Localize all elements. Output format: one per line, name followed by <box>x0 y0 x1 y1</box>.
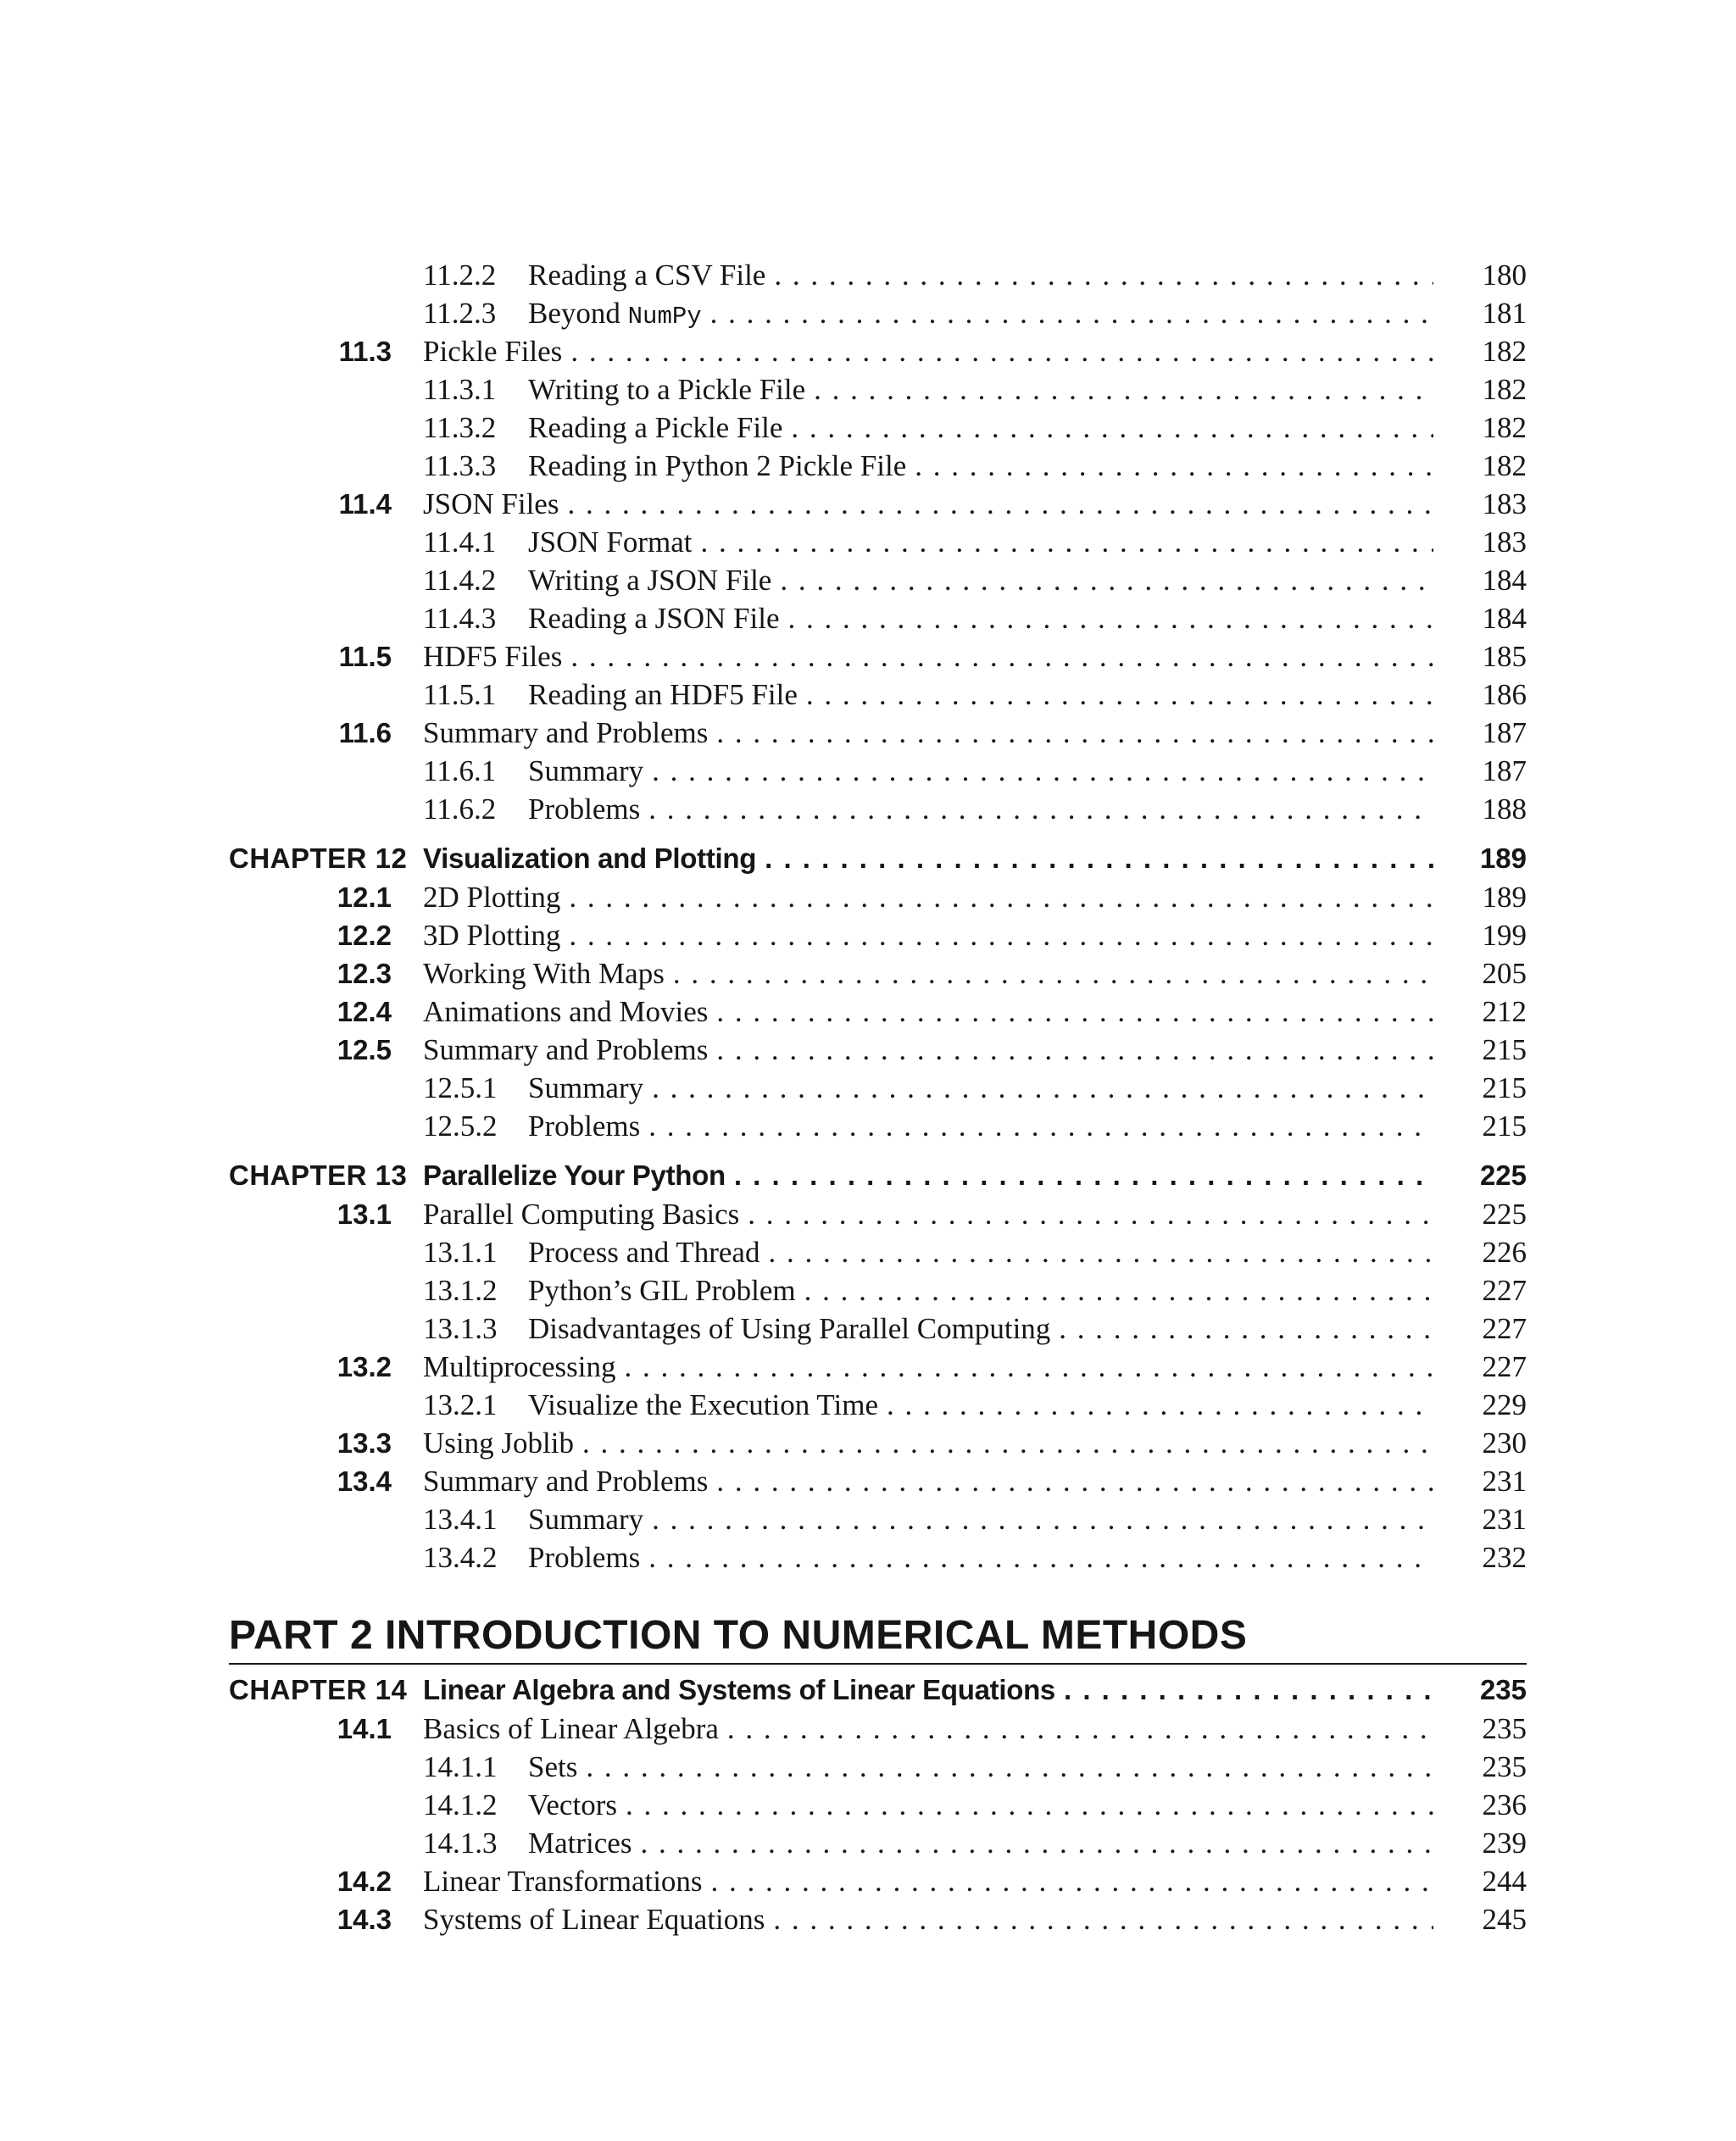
page-number: 184 <box>1482 602 1527 635</box>
entry-body <box>423 640 1433 674</box>
entry-title-text: Basics of Linear Algebra <box>423 1712 719 1745</box>
entry-title <box>528 1388 887 1422</box>
dot-leader <box>806 678 1433 712</box>
page-number: 227 <box>1482 1350 1527 1383</box>
entry-title-text: Reading a CSV File <box>528 259 766 292</box>
page-number: 205 <box>1482 957 1527 990</box>
entry-title <box>528 1788 626 1822</box>
entry-body <box>423 1312 1433 1346</box>
subsection-number: 11.4.3 <box>423 602 497 635</box>
page-number: 235 <box>1482 1750 1527 1783</box>
entry-title <box>423 1465 716 1499</box>
entry-body <box>423 449 1433 483</box>
dot-leader <box>1059 1312 1433 1346</box>
entry-title <box>423 716 716 750</box>
page-number: 215 <box>1482 1109 1527 1143</box>
entry-title-text: Working With Maps <box>423 957 665 990</box>
entry-title <box>423 1903 773 1937</box>
entry-body <box>423 957 1433 991</box>
entry-title <box>528 1750 586 1784</box>
entry-title-text: Vectors <box>528 1788 617 1821</box>
entry-title <box>528 259 774 292</box>
entry-body <box>423 1750 1433 1784</box>
page-number: 182 <box>1482 411 1527 444</box>
dot-leader <box>716 1465 1433 1499</box>
entry-title <box>423 1159 734 1192</box>
toc-section-entry <box>229 919 1527 956</box>
entry-body <box>423 526 1433 559</box>
entry-title <box>528 1236 768 1270</box>
subsection-number: 11.4.1 <box>423 526 497 559</box>
subsection-number: 13.1.2 <box>423 1274 498 1307</box>
subsection-number: 14.1.3 <box>423 1827 498 1860</box>
page-number: 227 <box>1482 1312 1527 1345</box>
entry-title <box>423 1198 748 1232</box>
entry-title-text: Reading an HDF5 File <box>528 678 798 711</box>
toc-section-entry <box>229 995 1527 1032</box>
entry-body <box>423 1159 1433 1192</box>
entry-title-text: Reading a Pickle File <box>528 411 783 444</box>
page-number: 229 <box>1482 1388 1527 1421</box>
entry-title-text: Parallel Computing Basics <box>423 1198 740 1231</box>
dot-leader <box>710 297 1433 331</box>
entry-title <box>423 957 673 991</box>
dot-leader <box>570 640 1433 674</box>
entry-title-text: Summary <box>528 1071 644 1104</box>
entry-body <box>423 411 1433 445</box>
dot-leader <box>727 1712 1433 1746</box>
dot-leader <box>701 526 1434 559</box>
toc-sub-entry <box>229 754 1527 792</box>
subsection-number: 12.5.1 <box>423 1071 498 1104</box>
dot-leader <box>567 487 1433 521</box>
entry-title <box>528 1541 648 1575</box>
entry-title <box>528 1274 804 1308</box>
toc-section-entry <box>229 1712 1527 1749</box>
section-number: 13.3 <box>337 1427 392 1459</box>
entry-title-text: Systems of Linear Equations <box>423 1903 765 1936</box>
entry-body <box>423 678 1433 712</box>
dot-leader <box>768 1236 1433 1270</box>
toc-section-entry <box>229 1426 1527 1464</box>
toc-section-entry <box>229 1903 1527 1940</box>
dot-leader <box>788 602 1433 636</box>
entry-title <box>528 449 915 483</box>
entry-title-text: Writing a JSON File <box>528 564 772 597</box>
toc-chapter-entry <box>229 1159 1527 1197</box>
entry-body <box>423 1827 1433 1860</box>
section-number: 13.4 <box>337 1465 392 1497</box>
toc-section-entry <box>229 716 1527 754</box>
chapter-number: CHAPTER 14 <box>229 1674 408 1705</box>
subsection-number: 11.3.2 <box>423 411 497 444</box>
entry-title-text: Reading a JSON File <box>528 602 780 635</box>
entry-title <box>423 1350 624 1384</box>
entry-title-text: Summary and Problems <box>423 716 709 749</box>
dot-leader <box>814 373 1433 407</box>
page-number: 199 <box>1482 919 1527 952</box>
dot-leader <box>626 1788 1433 1822</box>
section-number: 12.1 <box>337 881 392 913</box>
entry-body <box>423 1274 1433 1308</box>
entry-body <box>423 995 1433 1029</box>
entry-title <box>528 792 648 826</box>
dot-leader <box>648 1109 1433 1143</box>
entry-body <box>423 487 1433 521</box>
page-number: 232 <box>1482 1541 1527 1574</box>
toc-sub-entry <box>229 373 1527 410</box>
subsection-number: 13.1.3 <box>423 1312 498 1345</box>
entry-title <box>528 297 710 331</box>
dot-leader <box>673 957 1433 991</box>
entry-title-text: Summary <box>528 754 644 787</box>
toc-section-entry <box>229 640 1527 677</box>
section-number: 11.3 <box>338 336 392 367</box>
dot-leader <box>716 995 1433 1029</box>
dot-leader <box>582 1426 1433 1460</box>
chapter-number: CHAPTER 12 <box>229 842 408 874</box>
entry-body <box>423 919 1433 953</box>
toc-section-entry <box>229 1350 1527 1387</box>
entry-body <box>423 1712 1433 1746</box>
dot-leader <box>648 792 1433 826</box>
section-number: 13.1 <box>337 1198 392 1230</box>
subsection-number: 11.2.2 <box>423 259 497 292</box>
page-number: 227 <box>1482 1274 1527 1307</box>
dot-leader <box>624 1350 1433 1384</box>
section-number: 14.1 <box>337 1713 392 1744</box>
page-number: 235 <box>1482 1712 1527 1745</box>
toc-chapter-entry <box>229 842 1527 880</box>
entry-title <box>528 1827 640 1860</box>
page-number: 225 <box>1482 1198 1527 1231</box>
entry-title <box>423 487 567 521</box>
section-number: 14.3 <box>337 1904 392 1935</box>
dot-leader <box>586 1750 1433 1784</box>
entry-title-text: Summary <box>528 1503 644 1536</box>
section-number: 11.4 <box>338 488 392 520</box>
entry-title-text: Visualize the Execution Time <box>528 1388 878 1421</box>
entry-title <box>528 1503 652 1537</box>
page-number: 182 <box>1482 335 1527 368</box>
entry-title-text: Process and Thread <box>528 1236 760 1269</box>
entry-title-text: Animations and Movies <box>423 995 709 1028</box>
page-number: 180 <box>1482 259 1527 292</box>
entry-title-text: 3D Plotting <box>423 919 561 952</box>
page-number: 181 <box>1482 297 1527 330</box>
entry-title <box>423 335 570 369</box>
entry-body <box>423 297 1433 331</box>
entry-title-text: Summary and Problems <box>423 1033 709 1066</box>
dot-leader <box>716 1033 1433 1067</box>
toc-section-entry <box>229 1033 1527 1070</box>
dot-leader <box>774 259 1433 292</box>
page-number: 189 <box>1479 842 1527 874</box>
chapter-number: CHAPTER 13 <box>229 1159 408 1191</box>
entry-body <box>423 1465 1433 1499</box>
dot-leader <box>652 754 1433 788</box>
page-number: 212 <box>1482 995 1527 1028</box>
page-number: 186 <box>1482 678 1527 711</box>
dot-leader <box>804 1274 1433 1308</box>
section-number: 13.2 <box>337 1351 392 1382</box>
entry-body <box>423 602 1433 636</box>
dot-leader <box>780 564 1433 598</box>
entry-body <box>423 842 1433 875</box>
dot-leader <box>887 1388 1433 1422</box>
toc-sub-entry <box>229 1274 1527 1311</box>
entry-title <box>528 564 780 598</box>
subsection-number: 11.6.2 <box>423 792 497 826</box>
entry-body <box>423 1033 1433 1067</box>
toc-section-entry <box>229 957 1527 994</box>
page-number: 182 <box>1482 373 1527 406</box>
entry-body <box>423 716 1433 750</box>
entry-title <box>423 1674 1064 1706</box>
section-number: 12.3 <box>337 958 392 989</box>
entry-title-text: Summary and Problems <box>423 1465 709 1498</box>
dot-leader <box>569 919 1433 953</box>
dot-leader <box>711 1865 1433 1899</box>
page-number: 231 <box>1482 1465 1527 1498</box>
entry-title <box>528 1109 648 1143</box>
toc-sub-entry <box>229 526 1527 563</box>
entry-title <box>528 602 788 636</box>
subsection-number: 14.1.1 <box>423 1750 498 1783</box>
toc-sub-entry <box>229 1827 1527 1864</box>
toc-section-entry <box>229 881 1527 918</box>
toc-section-entry <box>229 335 1527 372</box>
entry-body <box>423 1788 1433 1822</box>
subsection-number: 13.4.2 <box>423 1541 498 1574</box>
entry-title-text: Visualization and Plotting <box>423 842 757 874</box>
page-number: 187 <box>1482 716 1527 749</box>
entry-title-text: Problems <box>528 792 641 826</box>
entry-title-text: Writing to a Pickle File <box>528 373 806 406</box>
page-number: 215 <box>1482 1071 1527 1104</box>
section-number: 12.5 <box>337 1034 392 1065</box>
section-number: 14.2 <box>337 1866 392 1897</box>
entry-body <box>423 1071 1433 1105</box>
subsection-number: 14.1.2 <box>423 1788 498 1821</box>
entry-title-text: JSON Format <box>528 526 693 559</box>
page-number: 236 <box>1482 1788 1527 1821</box>
toc-sub-entry <box>229 1312 1527 1349</box>
entry-body <box>423 1426 1433 1460</box>
entry-title <box>528 526 701 559</box>
entry-title <box>423 1712 727 1746</box>
entry-body <box>423 1674 1433 1706</box>
dot-leader <box>791 411 1433 445</box>
section-number: 11.6 <box>338 717 392 748</box>
section-number: 11.5 <box>338 641 392 672</box>
entry-title <box>423 995 716 1029</box>
toc-section-entry <box>229 487 1527 525</box>
dot-leader <box>748 1198 1433 1232</box>
entry-body <box>423 1865 1433 1899</box>
page-number: 235 <box>1479 1674 1527 1705</box>
entry-title-text: Matrices <box>528 1827 632 1860</box>
code-text: NumPy <box>627 303 702 331</box>
subsection-number: 13.4.1 <box>423 1503 498 1536</box>
entry-title <box>423 640 570 674</box>
subsection-number: 11.5.1 <box>423 678 497 711</box>
entry-body <box>423 1109 1433 1143</box>
entry-title <box>423 919 569 953</box>
entry-title <box>423 842 765 875</box>
subsection-number: 13.1.1 <box>423 1236 498 1269</box>
entry-title-text: 2D Plotting <box>423 881 561 914</box>
toc-sub-entry <box>229 1788 1527 1826</box>
page-number: 188 <box>1482 792 1527 826</box>
entry-title-text: Problems <box>528 1109 641 1143</box>
dot-leader <box>773 1903 1433 1937</box>
entry-body <box>423 335 1433 369</box>
entry-title-text: Beyond <box>528 297 628 330</box>
page-number: 184 <box>1482 564 1527 597</box>
page-number: 244 <box>1482 1865 1527 1898</box>
page-number: 185 <box>1482 640 1527 673</box>
dot-leader <box>648 1541 1433 1575</box>
entry-body <box>423 564 1433 598</box>
entry-title <box>528 754 652 788</box>
toc-sub-entry <box>229 1541 1527 1578</box>
toc-sub-entry <box>229 678 1527 715</box>
toc-sub-entry <box>229 564 1527 601</box>
entry-body <box>423 792 1433 826</box>
toc-sub-entry <box>229 1071 1527 1109</box>
subsection-number: 11.3.3 <box>423 449 497 482</box>
entry-body <box>423 1503 1433 1537</box>
toc-sub-entry <box>229 449 1527 487</box>
dot-leader <box>765 842 1433 875</box>
toc-section-entry <box>229 1198 1527 1235</box>
dot-leader <box>570 335 1433 369</box>
entry-title <box>528 373 814 407</box>
dot-leader <box>640 1827 1433 1860</box>
toc-sub-entry <box>229 1750 1527 1788</box>
subsection-number: 13.2.1 <box>423 1388 498 1421</box>
entry-title <box>423 1865 711 1899</box>
page-number: 245 <box>1482 1903 1527 1936</box>
toc-sub-entry <box>229 1503 1527 1540</box>
entry-title <box>423 1426 582 1460</box>
subsection-number: 11.2.3 <box>423 297 497 330</box>
toc-sub-entry <box>229 259 1527 296</box>
page-number: 215 <box>1482 1033 1527 1066</box>
page-number: 230 <box>1482 1426 1527 1460</box>
toc-sub-entry <box>229 1388 1527 1426</box>
page-number: 189 <box>1482 881 1527 914</box>
entry-title <box>528 1312 1059 1346</box>
subsection-number: 11.4.2 <box>423 564 497 597</box>
dot-leader <box>716 716 1433 750</box>
part-heading: PART 2 INTRODUCTION TO NUMERICAL METHODS <box>229 1610 1527 1665</box>
entry-title-text: Python’s GIL Problem <box>528 1274 796 1307</box>
entry-title-text: Parallelize Your Python <box>423 1159 726 1191</box>
toc-sub-entry <box>229 602 1527 639</box>
dot-leader <box>569 881 1433 915</box>
entry-title-text: Sets <box>528 1750 578 1783</box>
entry-title-text: Problems <box>528 1541 641 1574</box>
dot-leader <box>652 1503 1433 1537</box>
entry-title-text: JSON Files <box>423 487 559 520</box>
entry-body <box>423 1903 1433 1937</box>
dot-leader <box>915 449 1433 483</box>
page-number: 225 <box>1479 1159 1527 1191</box>
entry-body <box>423 754 1433 788</box>
entry-title-text: Using Joblib <box>423 1426 574 1460</box>
page-number: 183 <box>1482 487 1527 520</box>
dot-leader <box>734 1159 1433 1192</box>
toc-sub-entry <box>229 1236 1527 1273</box>
dot-leader <box>652 1071 1433 1105</box>
entry-body <box>423 1541 1433 1575</box>
dot-leader <box>1064 1674 1433 1706</box>
toc-sub-entry <box>229 1109 1527 1147</box>
entry-title <box>423 1033 716 1067</box>
entry-body <box>423 1388 1433 1422</box>
toc-sub-entry <box>229 792 1527 830</box>
toc-chapter-entry <box>229 1674 1527 1711</box>
subsection-number: 11.6.1 <box>423 754 497 787</box>
subsection-number: 12.5.2 <box>423 1109 498 1143</box>
entry-title-text: Disadvantages of Using Parallel Computing <box>528 1312 1051 1345</box>
entry-title-text: Linear Transformations <box>423 1865 703 1898</box>
page-number: 231 <box>1482 1503 1527 1536</box>
entry-body <box>423 881 1433 915</box>
subsection-number: 11.3.1 <box>423 373 497 406</box>
entry-title-text: Reading in Python 2 Pickle File <box>528 449 907 482</box>
toc-section-entry <box>229 1865 1527 1902</box>
toc-section-entry <box>229 1465 1527 1502</box>
page-number: 226 <box>1482 1236 1527 1269</box>
entry-body <box>423 373 1433 407</box>
toc-sub-entry <box>229 297 1527 334</box>
entry-title <box>528 1071 652 1105</box>
toc-sub-entry <box>229 411 1527 448</box>
entry-title <box>423 881 569 915</box>
entry-title-text: Linear Algebra and Systems of Linear Equations <box>423 1674 1055 1705</box>
entry-title-text: Pickle Files <box>423 335 563 368</box>
entry-title <box>528 411 791 445</box>
entry-body <box>423 1236 1433 1270</box>
page-number: 239 <box>1482 1827 1527 1860</box>
page-number: 183 <box>1482 526 1527 559</box>
entry-body <box>423 259 1433 292</box>
entry-title-text: Multiprocessing <box>423 1350 616 1383</box>
page-number: 182 <box>1482 449 1527 482</box>
section-number: 12.2 <box>337 920 392 951</box>
entry-body <box>423 1198 1433 1232</box>
entry-body <box>423 1350 1433 1384</box>
entry-title <box>528 678 806 712</box>
section-number: 12.4 <box>337 996 392 1027</box>
entry-title-text: HDF5 Files <box>423 640 563 673</box>
page-number: 187 <box>1482 754 1527 787</box>
